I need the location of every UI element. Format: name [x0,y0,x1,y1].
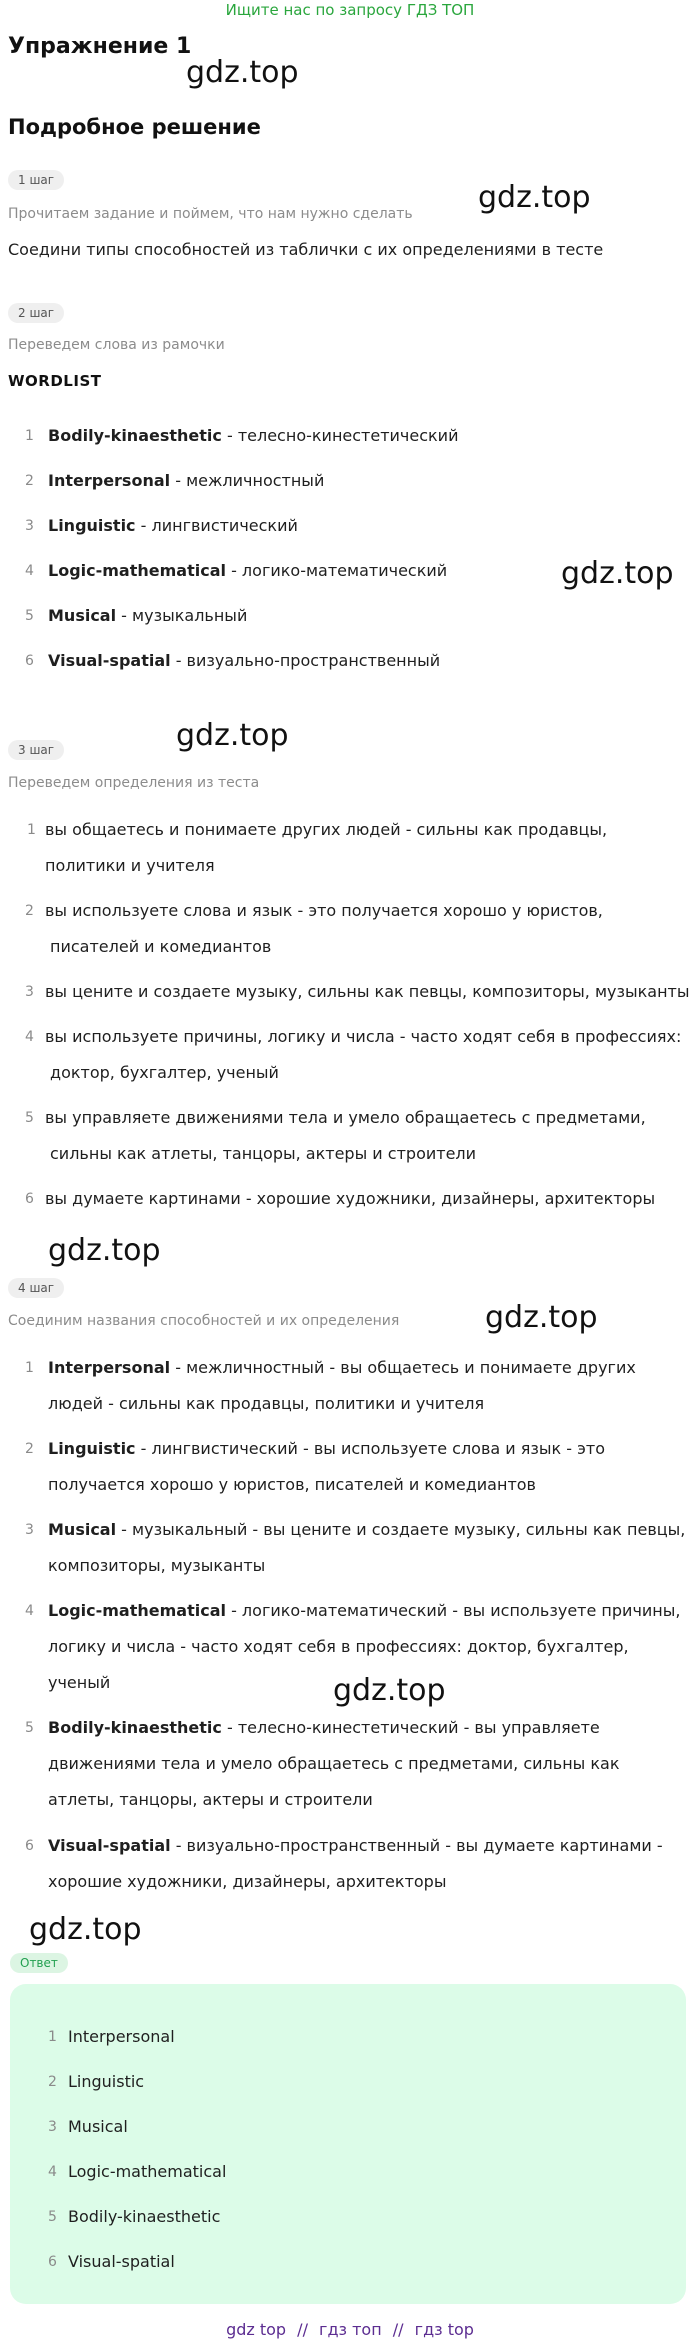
watermark: gdz.top [176,718,289,753]
translation: - межличностный [170,471,325,490]
item-line: писателей и комедиантов [50,937,272,956]
item-line: движениями тела и умело обращаетесь с предметами, сильны как [48,1754,620,1773]
term: Interpersonal [48,1358,171,1377]
term: Linguistic [48,1439,136,1458]
answer-text: Bodily-kinaesthetic [68,2207,221,2226]
watermark: gdz.top [478,180,591,215]
item-line: получается хорошо у юристов, писателей и комедиантов [48,1475,536,1494]
term: Visual-spatial [48,1836,171,1855]
answer-text: Linguistic [68,2072,145,2091]
term: Linguistic [48,516,136,535]
item-line: политики и учителя [45,856,215,875]
translation: - лингвистический [135,516,298,535]
item-line: ученый [48,1673,111,1692]
solution-title: Подробное решение [8,115,261,139]
item-number: 3 [25,518,34,534]
item-line: логику и числа - часто ходят себя в профессиях: доктор, бухгалтер, [48,1637,629,1656]
item-number: 1 [25,428,34,444]
item-number: 5 [25,608,34,624]
item-line: вы используете причины, логику и числа - часто ходят себя в профессиях: [45,1027,682,1046]
item-number: 2 [48,2074,57,2090]
item-number: 3 [25,1522,34,1538]
term: Logic-mathematical [48,1601,226,1620]
item-number: 3 [25,984,34,1000]
answer-text: Visual-spatial [68,2252,175,2271]
step-badge: 1 шаг [8,170,64,190]
item-number: 6 [25,1191,34,1207]
item-line: - музыкальный - вы цените и создаете музыку, сильны как певцы, [116,1520,686,1539]
answer-box [10,1984,686,2304]
item-line: вы используете слова и язык - это получается хорошо у юристов, [45,901,603,920]
footer-link[interactable]: гдз top [414,2320,474,2339]
step-badge: 2 шаг [8,303,64,323]
translation: - визуально-пространственный [170,651,441,670]
step-hint: Переведем определения из теста [8,775,260,791]
item-number: 4 [25,563,34,579]
term: Interpersonal [48,471,171,490]
footer-separator: // [392,2320,404,2339]
item-number: 2 [25,473,34,489]
item-number: 5 [25,1720,34,1736]
item-line: вы общаетесь и понимаете других людей - сильны как продавцы, [45,820,608,839]
translation: - телесно-кинестетический [221,426,459,445]
item-number: 6 [25,653,34,669]
watermark: gdz.top [333,1673,446,1708]
term: Musical [48,606,117,625]
translation: - логико-математический [225,561,448,580]
item-line: композиторы, музыканты [48,1556,266,1575]
item-number: 5 [25,1110,34,1126]
watermark: gdz.top [561,556,674,591]
step-hint: Переведем слова из рамочки [8,337,225,353]
exercise-title: Упражнение 1 [8,34,192,59]
item-number: 4 [25,1603,34,1619]
step-badge: 3 шаг [8,740,64,760]
item-line: сильны как атлеты, танцоры, актеры и строители [50,1144,477,1163]
item-line: вы думаете картинами - хорошие художники, дизайнеры, архитекторы [45,1189,656,1208]
step-text: Соедини типы способностей из таблички с их определениями в тесте [8,240,604,259]
item-number: 4 [48,2164,57,2180]
item-number: 1 [48,2029,57,2045]
item-number: 1 [25,1360,34,1376]
item-line: - визуально-пространственный - вы думаете картинами - [170,1836,663,1855]
item-line: - логико-математический - вы используете причины, [225,1601,681,1620]
item-line: атлеты, танцоры, актеры и строители [48,1790,373,1809]
term: Bodily-kinaesthetic [48,1718,222,1737]
term: Musical [48,1520,117,1539]
item-line: вы цените и создаете музыку, сильны как певцы, композиторы, музыканты [45,982,690,1001]
translation: - музыкальный [116,606,248,625]
item-number: 5 [48,2209,57,2225]
step-hint: Соединим названия способностей и их определения [8,1313,400,1329]
answer-badge: Ответ [10,1953,68,1973]
item-line: доктор, бухгалтер, ученый [50,1063,279,1082]
item-number: 3 [48,2119,57,2135]
item-line: людей - сильны как продавцы, политики и учителя [48,1394,485,1413]
term: Bodily-kinaesthetic [48,426,222,445]
answer-text: Interpersonal [68,2027,175,2046]
item-number: 2 [25,1441,34,1457]
item-line: - межличностный - вы общаетесь и понимаете других [170,1358,636,1377]
step-hint: Прочитаем задание и поймем, что нам нужно сделать [8,206,413,222]
footer-link[interactable]: gdz top [226,2320,287,2339]
step-badge: 4 шаг [8,1278,64,1298]
item-number: 6 [25,1838,34,1854]
wordlist-heading: WORDLIST [8,372,102,390]
item-number: 1 [27,822,36,838]
item-number: 6 [48,2254,57,2270]
term: Visual-spatial [48,651,171,670]
answer-text: Musical [68,2117,128,2136]
item-number: 2 [25,903,34,919]
watermark: gdz.top [186,55,299,90]
search-banner: Ищите нас по запросу ГДЗ ТОП [225,1,475,19]
item-number: 4 [25,1029,34,1045]
item-line: - лингвистический - вы используете слова и язык - это [135,1439,606,1458]
watermark: gdz.top [29,1912,142,1947]
footer-links [0,2320,700,2339]
watermark: gdz.top [48,1233,161,1268]
term: Logic-mathematical [48,561,226,580]
answer-text: Logic-mathematical [68,2162,227,2181]
item-line: хорошие художники, дизайнеры, архитекторы [48,1872,447,1891]
watermark: gdz.top [485,1300,598,1335]
item-line: вы управляете движениями тела и умело обращаетесь с предметами, [45,1108,646,1127]
footer-link[interactable]: гдз топ [319,2320,382,2339]
footer-separator: // [297,2320,308,2339]
item-line: - телесно-кинестетический - вы управляете [221,1718,600,1737]
